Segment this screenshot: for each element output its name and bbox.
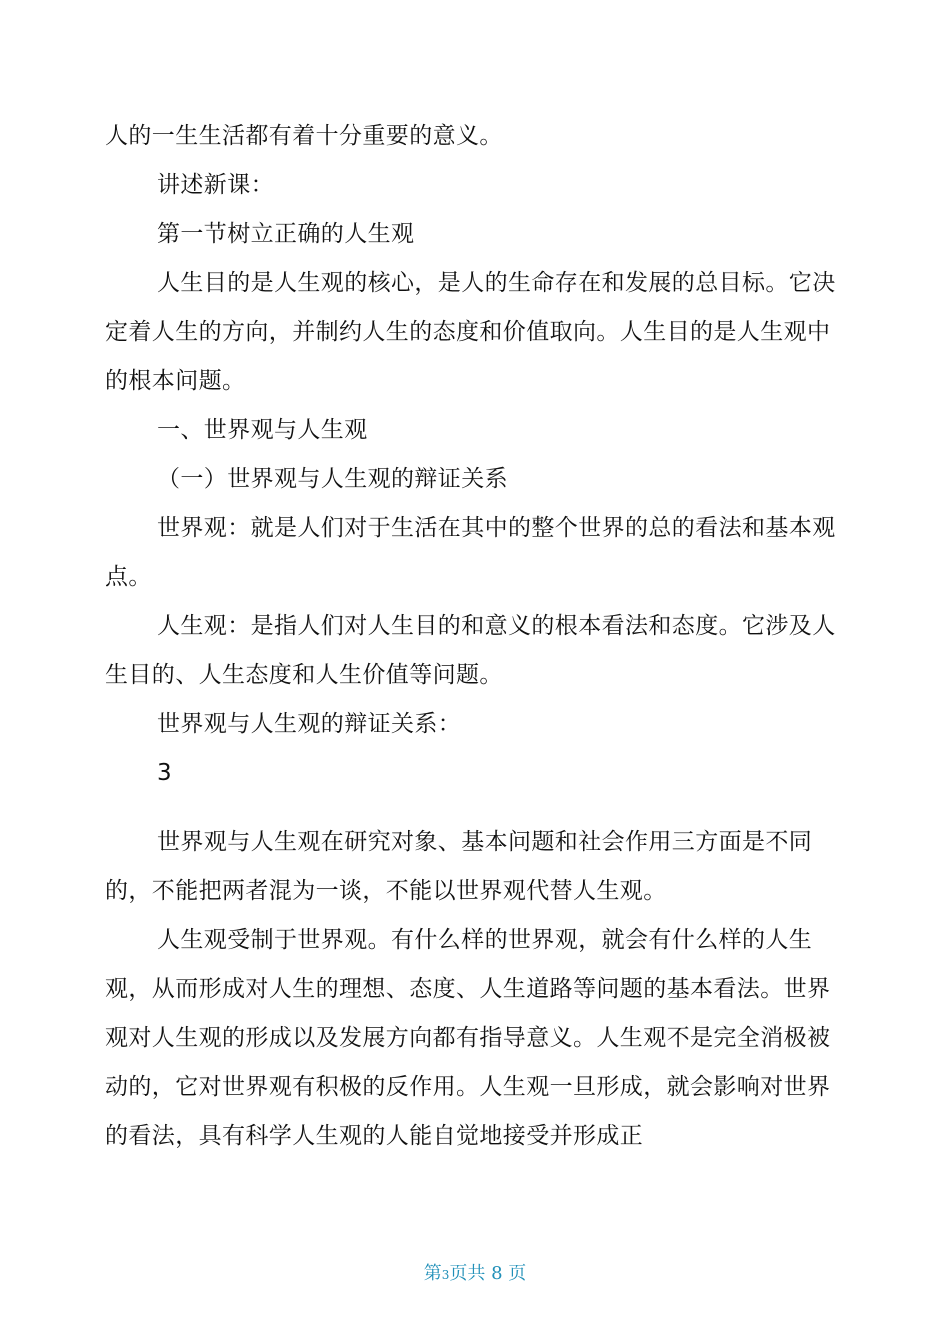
footer-prefix: 第 <box>423 1263 442 1284</box>
subsection-heading: 一、世界观与人生观 <box>157 417 368 443</box>
document-body <box>105 112 845 1161</box>
paragraph-differences: 世界观与人生观在研究对象、基本问题和社会作用三方面是不同的，不能把两者混为一谈，不能以世界观代替人生观。 <box>105 829 813 904</box>
footer-suffix: 页共 8 页 <box>449 1263 527 1284</box>
paragraph-relation-label: 世界观与人生观的辩证关系： <box>157 711 462 737</box>
paragraph-lecture-intro: 讲述新课： <box>157 172 274 198</box>
page-footer <box>0 1262 950 1287</box>
footer-page-number: 3 <box>441 1268 450 1282</box>
paragraph-constraint: 人生观受制于世界观。有什么样的世界观，就会有什么样的人生观，从而形成对人生的理想、态度、人生道路等问题的基本看法。世界观对人生观的形成以及发展方向都有指导意义。人生观不是完全消极被动的，它对世界观有积极的反作用。人生观一旦形成，就会影响对世界的看法，具有科学人生观的人能自觉地接受并形成正 <box>105 927 831 1149</box>
list-number: 3 <box>157 760 173 786</box>
section-heading: 第一节树立正确的人生观 <box>157 221 415 247</box>
paragraph-life-purpose: 人生目的是人生观的核心，是人的生命存在和发展的总目标。它决定着人生的方向，并制约人生的态度和价值取向。人生目的是人生观中的根本问题。 <box>105 270 836 394</box>
paragraph-worldview-definition: 世界观：就是人们对于生活在其中的整个世界的总的看法和基本观点。 <box>105 515 836 590</box>
sub-subsection-heading: （一）世界观与人生观的辩证关系 <box>157 466 508 492</box>
paragraph-outlook-definition: 人生观：是指人们对人生目的和意义的根本看法和态度。它涉及人生目的、人生态度和人生价值等问题。 <box>105 613 836 688</box>
paragraph-continuation: 人的一生生活都有着十分重要的意义。 <box>105 123 503 149</box>
